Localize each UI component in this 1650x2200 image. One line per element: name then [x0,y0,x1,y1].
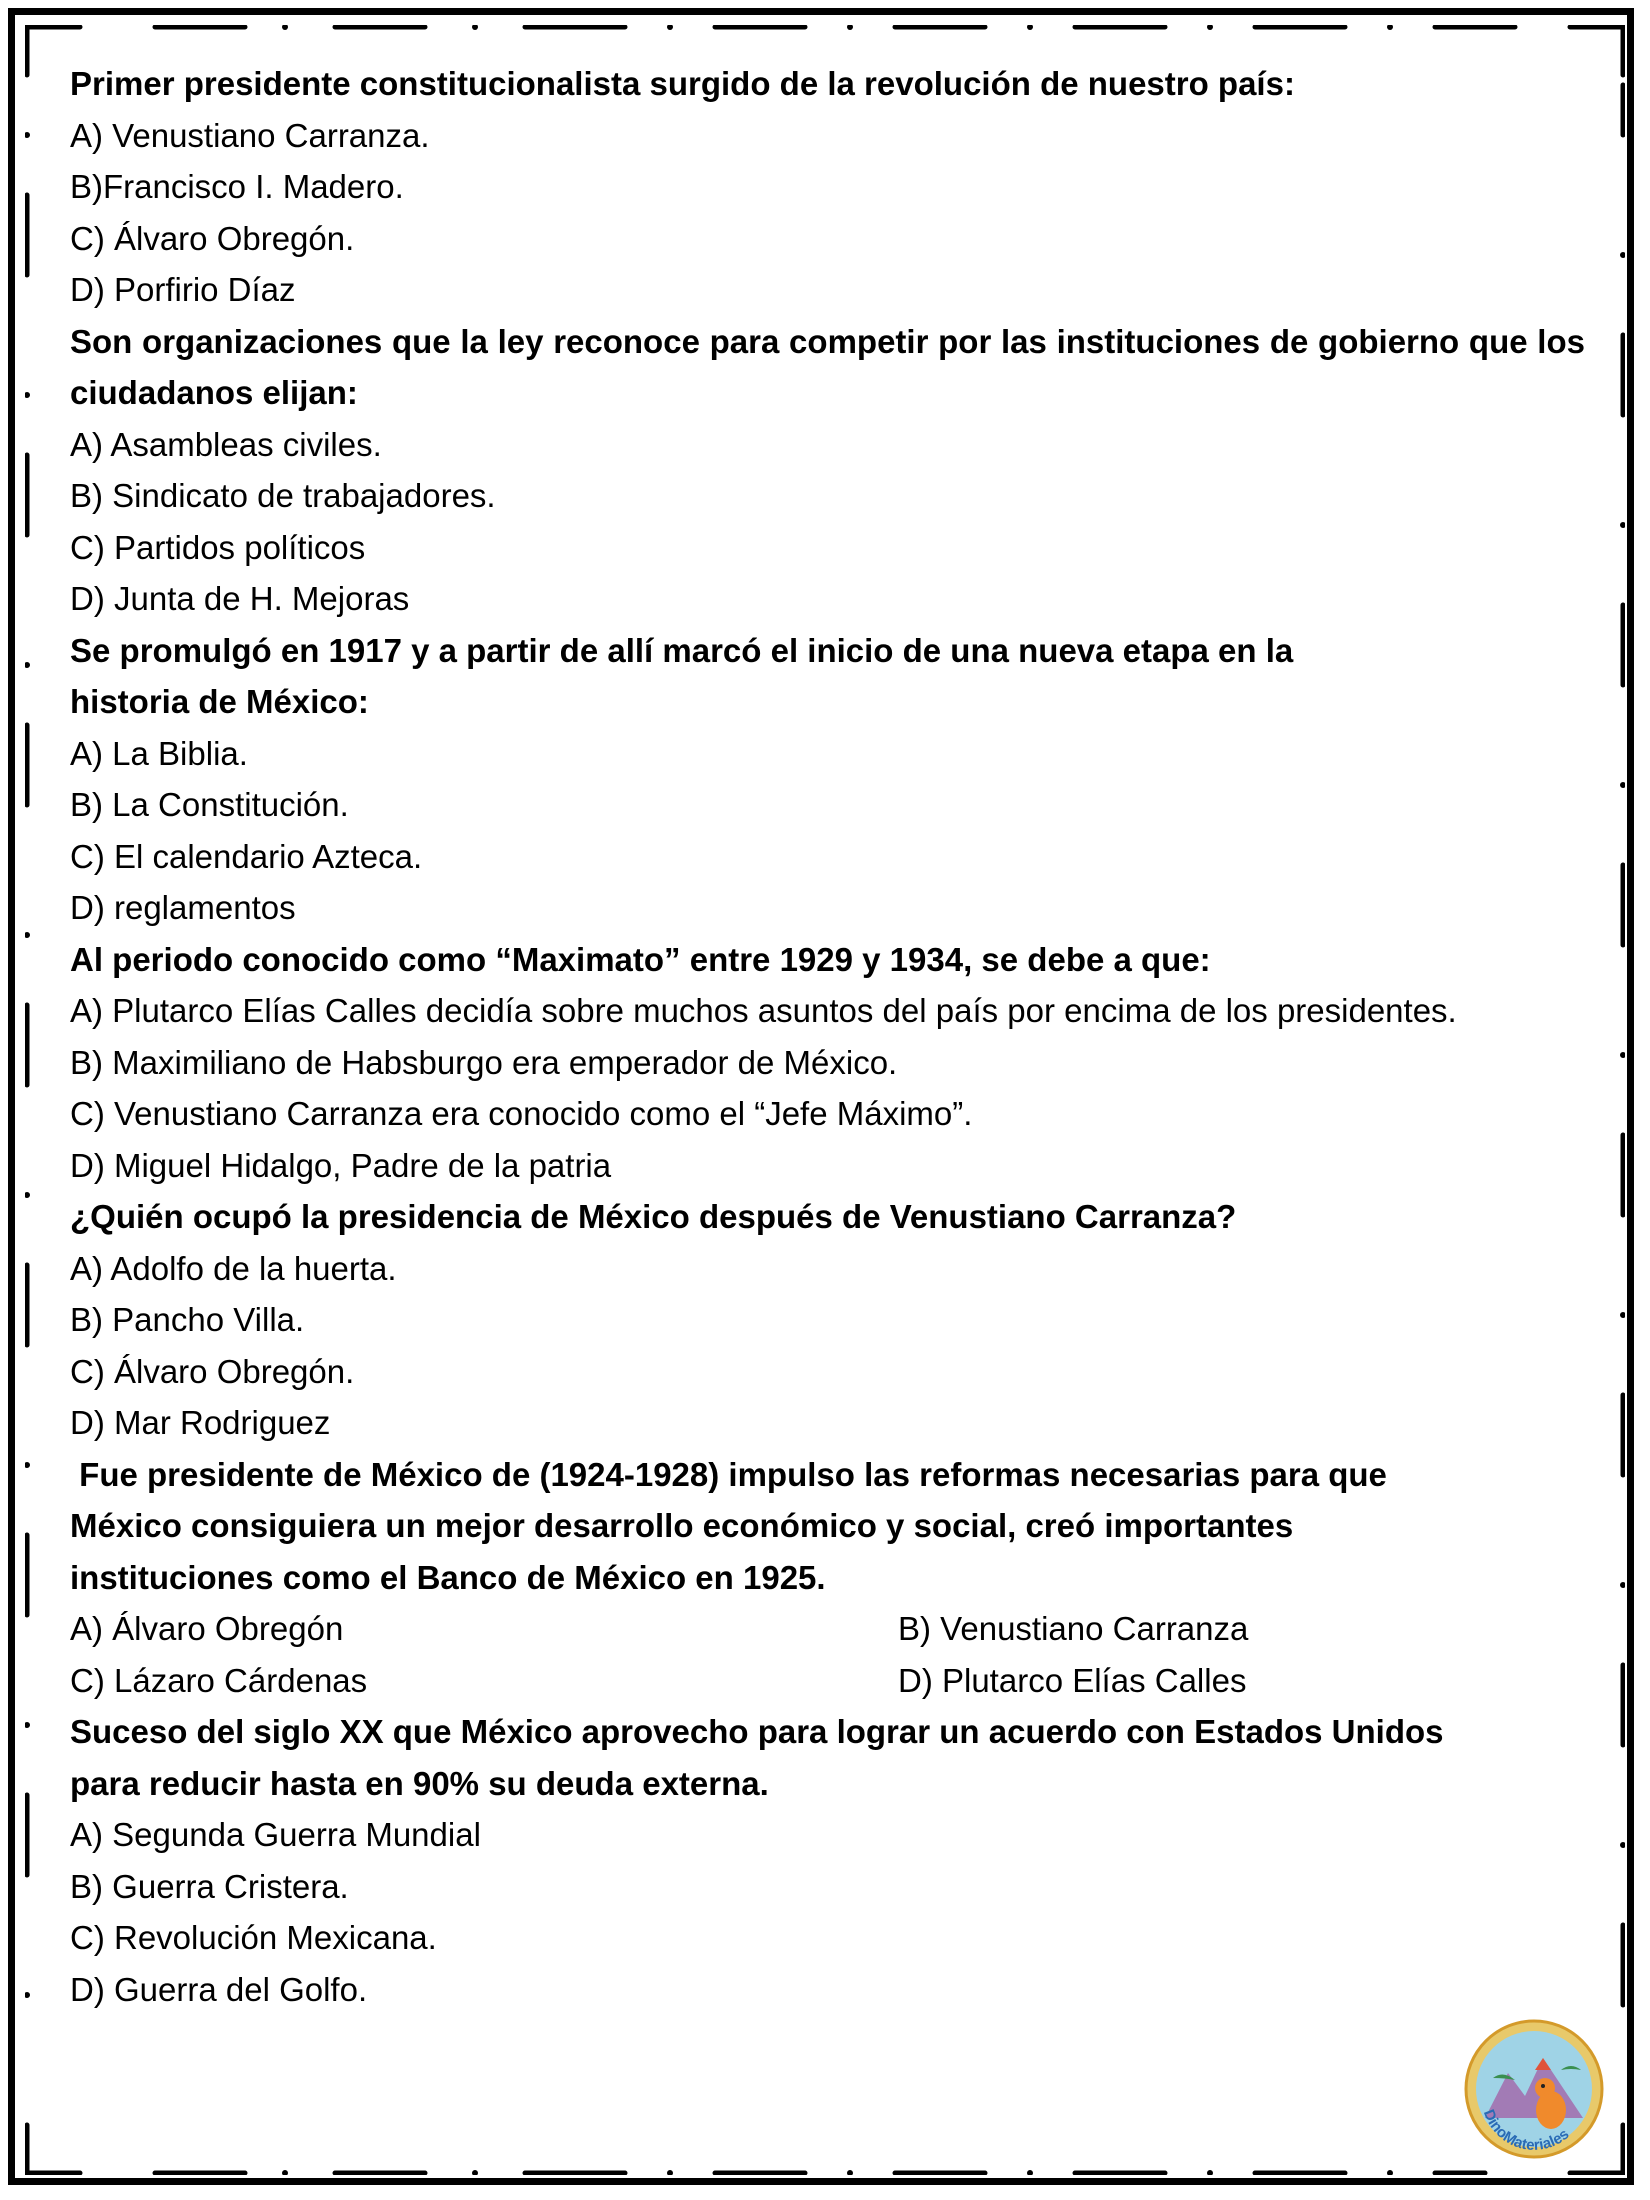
question-5-option-a: A) Adolfo de la huerta. [70,1249,397,1287]
question-3-option-a: A) La Biblia. [70,734,248,772]
question-5-option-d: D) Mar Rodriguez [70,1404,331,1441]
question-7-option-d: D) Guerra del Golfo. [70,1970,368,2008]
question-5: ¿Quién ocupó la presidencia de México después de Venustiano Carranza? [70,1198,1237,1235]
question-1-option-b: B)Francisco I. Madero. [70,168,404,205]
question-7-option-c: C) Revolución Mexicana. [70,1919,437,1956]
question-4-option-a: A) Plutarco Elías Calles decidía sobre muchos asuntos del país por encima de los presidentes. [70,992,1457,1029]
question-3-option-b: B) La Constitución. [70,786,349,823]
logo-text: DinoMateriales [1479,2107,1573,2155]
question-6-options-row-1 [70,1603,1585,1655]
question-7-option-b: B) Guerra Cristera. [70,1867,349,1905]
dinomateriales-logo [1463,2018,1605,2160]
question-3-option-d: D) reglamentos [70,889,296,926]
question-6-option-c: C) Lázaro Cárdenas [70,1661,368,1699]
question-5-option-c: C) Álvaro Obregón. [70,1352,355,1390]
question-1-option-d: D) Porfirio Díaz [70,271,296,308]
question-2: Son organizaciones que la ley reconoce para competir por las instituciones de gobierno que los ciudadanos elijan: [70,322,1585,411]
question-6-line-1: Fue presidente de México de (1924-1928) impulso las reformas necesarias para que [70,1455,1387,1493]
question-1-option-c: C) Álvaro Obregón. [70,219,355,257]
question-6-option-b: B) Venustiano Carranza [898,1610,1249,1647]
quiz-content [70,58,1585,2015]
question-6-option-d: D) Plutarco Elías Calles [898,1661,1247,1699]
question-6-options-row-2 [70,1655,1585,1707]
question-6-line-2: México consiguiera un mejor desarrollo económico y social, creó importantes [70,1507,1294,1544]
question-3-option-c: C) El calendario Azteca. [70,837,423,875]
question-2-option-a: A) Asambleas civiles. [70,425,382,463]
question-7-line-1: Suceso del siglo XX que México aprovecho para lograr un acuerdo con Estados Unidos [70,1713,1444,1750]
question-2-option-d: D) Junta de H. Mejoras [70,580,410,617]
question-6-option-a: A) Álvaro Obregón [70,1610,344,1647]
question-6-line-3: instituciones como el Banco de México en 1925. [70,1558,826,1596]
question-4-option-b: B) Maximiliano de Habsburgo era emperador de México. [70,1043,898,1081]
question-2-option-b: B) Sindicato de trabajadores. [70,477,496,514]
question-1: Primer presidente constitucionalista surgido de la revolución de nuestro país: [70,65,1295,102]
question-3-line-1: Se promulgó en 1917 y a partir de allí marcó el inicio de una nueva etapa en la [70,631,1294,669]
question-7-line-2: para reducir hasta en 90% su deuda externa. [70,1764,769,1802]
question-1-option-a: A) Venustiano Carranza. [70,116,430,154]
question-7-option-a: A) Segunda Guerra Mundial [70,1816,481,1853]
question-4-option-c: C) Venustiano Carranza era conocido como el “Jefe Máximo”. [70,1095,973,1132]
question-4: Al periodo conocido como “Maximato” entre 1929 y 1934, se debe a que: [70,940,1211,978]
question-4-option-d: D) Miguel Hidalgo, Padre de la patria [70,1146,612,1184]
question-5-option-b: B) Pancho Villa. [70,1301,305,1338]
question-3-line-2: historia de México: [70,683,369,720]
question-2-option-c: C) Partidos políticos [70,528,366,566]
